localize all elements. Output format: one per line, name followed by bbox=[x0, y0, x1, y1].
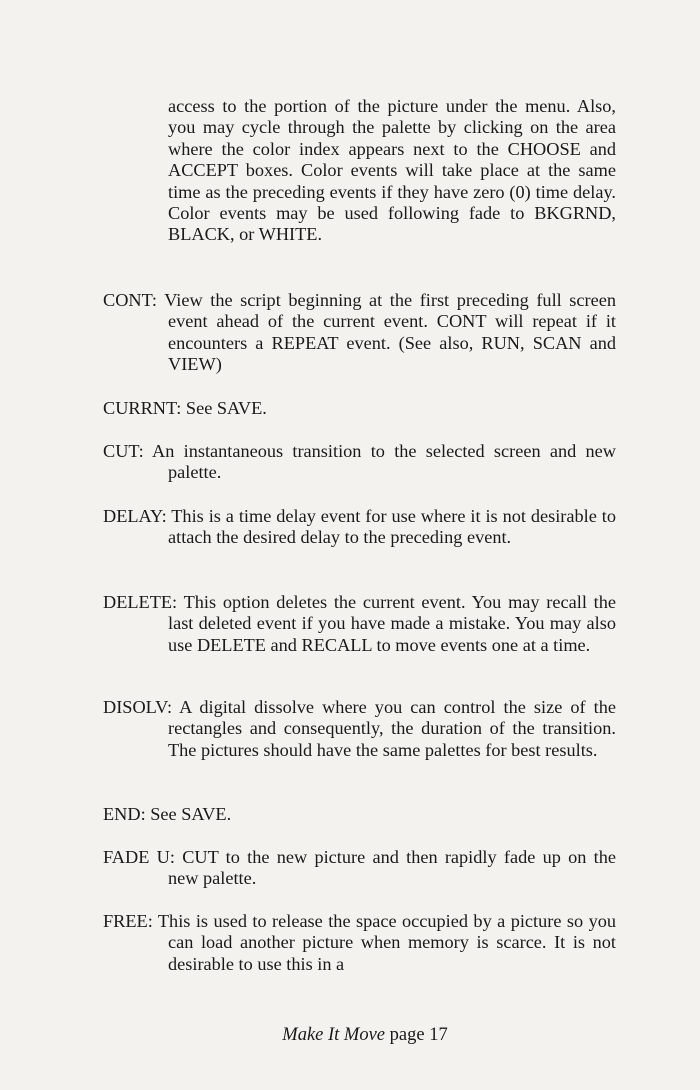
entry-definition: This is used to release the space occupied by a picture so you can load another picture when memory is scarce. It is not desirable to use this in a bbox=[157, 911, 616, 974]
entry-term: DELAY: bbox=[103, 506, 167, 526]
entry-delete bbox=[103, 592, 616, 656]
entry-definition: A digital dissolve where you can control the size of the rectangles and consequently, the duration of the transition. The pictures should have the same palettes for best results. bbox=[168, 697, 616, 760]
entry-free bbox=[103, 911, 616, 975]
entry-fade-u bbox=[103, 847, 616, 890]
footer-page-number: page 17 bbox=[389, 1025, 448, 1045]
entry-term: FREE: bbox=[103, 911, 153, 931]
entry-term: FADE U: bbox=[103, 847, 175, 867]
entry-term: END: bbox=[103, 804, 146, 824]
entry-definition: See SAVE. bbox=[185, 398, 267, 418]
entry-definition: View the script beginning at the first preceding full screen event ahead of the current event. CONT will repeat if it encounters a REPEAT event. (See also, RUN, SCAN and VIEW) bbox=[164, 290, 616, 375]
entry-definition: This is a time delay event for use where it is not desirable to attach the desired delay to the preceding event. bbox=[168, 506, 616, 548]
entry-disolv bbox=[103, 697, 616, 761]
intro-paragraph: access to the portion of the picture under the menu. Also, you may cycle through the palette by clicking on the area where the color index appears next to the CHOOSE and ACCEPT boxes. Color events will take place at the same time as the preceding events if they have zero (0) time delay. Color events may be used following fade to BKGRND, BLACK, or WHITE. bbox=[168, 96, 616, 245]
entry-definition: This option deletes the current event. You may recall the last deleted event if you have made a mistake. You may also use DELETE and RECALL to move events one at a time. bbox=[168, 592, 616, 655]
footer-title: Make It Move bbox=[282, 1025, 386, 1045]
page-footer bbox=[0, 1025, 700, 1046]
entry-currnt bbox=[103, 398, 616, 419]
entry-term: CONT: bbox=[103, 290, 157, 310]
entry-cont bbox=[103, 290, 616, 376]
entry-cut bbox=[103, 441, 616, 484]
entry-term: DISOLV: bbox=[103, 697, 173, 717]
entry-definition: See SAVE. bbox=[150, 804, 232, 824]
entry-definition: CUT to the new picture and then rapidly fade up on the new palette. bbox=[168, 847, 616, 889]
entry-term: DELETE: bbox=[103, 592, 178, 612]
entry-definition: An instantaneous transition to the selected screen and new palette. bbox=[152, 441, 617, 483]
entry-end bbox=[103, 804, 616, 825]
entry-delay bbox=[103, 506, 616, 549]
entry-term: CUT: bbox=[103, 441, 144, 461]
entry-term: CURRNT: bbox=[103, 398, 182, 418]
